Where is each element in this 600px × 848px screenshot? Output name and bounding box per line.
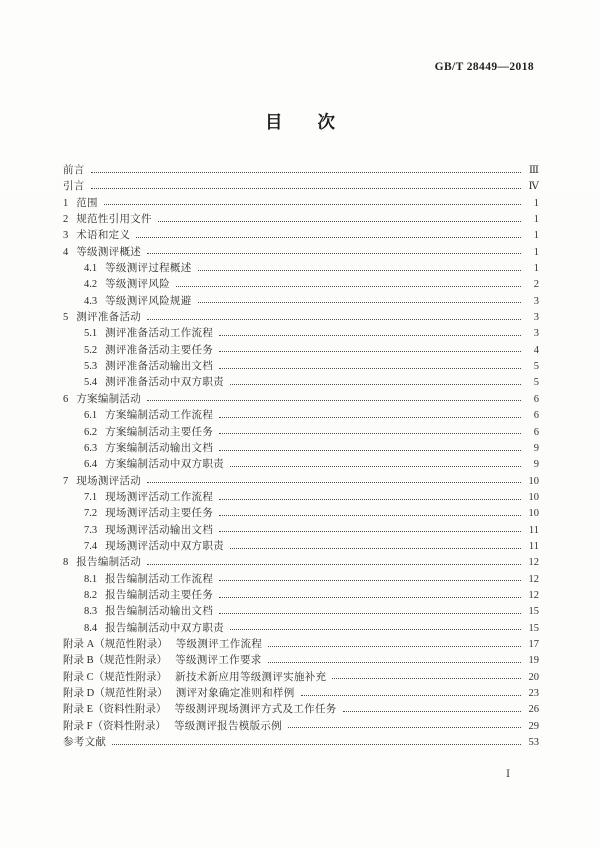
toc-entry-number: 4.3 <box>84 295 98 307</box>
toc-leader-dots <box>112 744 521 745</box>
toc-entry-title: 新技术新应用等级测评实施补充 <box>175 671 327 683</box>
toc-entry <box>63 343 539 359</box>
toc-leader-dots <box>230 548 521 549</box>
toc-entry-title: 测评准备活动主要任务 <box>105 344 214 356</box>
toc-entry-title: 方案编制活动工作流程 <box>105 410 214 422</box>
toc-entry-number: 7.1 <box>84 491 98 503</box>
toc-entry <box>63 572 539 588</box>
toc-entry <box>63 163 539 179</box>
toc-leader-dots <box>219 417 521 418</box>
toc-leader-dots <box>104 204 521 205</box>
toc-entry-page: 23 <box>528 688 539 699</box>
toc-entry-page: 3 <box>533 295 539 307</box>
toc-entry <box>63 245 539 261</box>
toc-leader-dots <box>219 335 521 336</box>
toc-entry-number: 7 <box>63 475 69 487</box>
toc-entry-number: 3 <box>63 230 69 242</box>
toc-entry-page: 29 <box>528 720 539 732</box>
toc-leader-dots <box>219 450 521 451</box>
toc-leader-dots <box>198 302 521 303</box>
toc-entry-page: 6 <box>533 426 539 438</box>
toc-entry-title: 报告编制活动工作流程 <box>105 573 214 585</box>
toc-entry <box>63 637 539 653</box>
toc-entry-number: 5.1 <box>84 328 98 340</box>
toc-entry-page: 1 <box>533 197 539 209</box>
toc-leader-dots <box>147 400 521 401</box>
toc-entry-title: 规范性引用文件 <box>76 214 152 226</box>
toc-leader-dots <box>136 237 521 238</box>
toc-entry <box>63 441 539 457</box>
toc-entry-page: 15 <box>528 606 539 618</box>
toc-leader-dots <box>198 270 521 271</box>
toc-entry <box>63 425 539 441</box>
toc-entry-title: 等级测评概述 <box>76 246 142 258</box>
toc-entry-number: 6.3 <box>84 442 98 454</box>
toc-entry-title: 现场测评活动中双方职责 <box>105 540 224 552</box>
toc-list <box>63 163 539 751</box>
toc-entry-page: Ⅳ <box>528 181 539 193</box>
toc-entry-page: 12 <box>528 589 539 601</box>
toc-leader-dots <box>219 597 521 598</box>
toc-entry <box>63 294 539 310</box>
toc-entry <box>63 555 539 571</box>
toc-entry-title: 报告编制活动中双方职责 <box>105 622 224 634</box>
toc-leader-dots <box>147 564 521 565</box>
toc-entry <box>63 702 539 718</box>
toc-entry-number: 7.4 <box>84 540 98 552</box>
page-title: 目 次 <box>265 112 335 132</box>
toc-leader-dots <box>147 482 521 483</box>
toc-entry <box>63 408 539 424</box>
toc-entry-number: 7.3 <box>84 524 98 536</box>
toc-entry-title: 等级测评现场测评方式及工作任务 <box>174 704 337 716</box>
toc-entry-number: 附录 E（资料性附录） <box>63 704 167 716</box>
toc-entry-number: 附录 F（资料性附录） <box>63 720 166 732</box>
toc-entry <box>63 686 539 702</box>
toc-entry-page: 9 <box>533 459 539 471</box>
toc-entry-number: 附录 B（规范性附录） <box>63 655 168 667</box>
toc-entry-page: 4 <box>533 344 539 356</box>
toc-leader-dots <box>301 695 521 696</box>
toc-leader-dots <box>147 253 521 254</box>
toc-entry-page: 1 <box>533 246 539 258</box>
toc-leader-dots <box>219 515 521 516</box>
toc-leader-dots <box>230 384 521 385</box>
toc-entry-title: 现场测评活动工作流程 <box>105 491 214 503</box>
toc-entry <box>63 719 539 735</box>
toc-entry <box>63 490 539 506</box>
toc-entry-title: 测评准备活动 <box>76 312 142 324</box>
toc-entry-title: 报告编制活动输出文档 <box>105 606 214 618</box>
toc-entry-title: 现场测评活动主要任务 <box>105 508 214 520</box>
toc-leader-dots <box>147 319 521 320</box>
toc-entry <box>63 212 539 228</box>
toc-entry-number: 5.2 <box>84 344 98 356</box>
toc-entry <box>63 375 539 391</box>
toc-entry-page: 5 <box>533 377 539 389</box>
toc-entry-title: 方案编制活动中双方职责 <box>105 459 224 471</box>
toc-leader-dots <box>91 172 521 173</box>
toc-entry-page: 10 <box>528 475 539 487</box>
toc-entry-number: 附录 C（规范性附录） <box>63 671 168 683</box>
toc-leader-dots <box>219 613 521 614</box>
toc-entry <box>63 359 539 375</box>
footer-page-number: Ⅰ <box>506 769 511 780</box>
toc-entry-page: 6 <box>533 393 539 405</box>
toc-entry <box>63 277 539 293</box>
toc-entry <box>63 179 539 195</box>
toc-entry <box>63 539 539 555</box>
toc-entry-number: 8.4 <box>84 622 98 634</box>
toc-leader-dots <box>219 351 521 352</box>
toc-entry-title: 测评对象确定准则和样例 <box>175 688 295 699</box>
toc-entry-number: 1 <box>63 197 69 209</box>
toc-entry-title: 测评准备活动中双方职责 <box>105 377 224 389</box>
toc-entry-page: 10 <box>528 508 539 520</box>
toc-leader-dots <box>219 499 521 500</box>
toc-entry-title: 测评准备活动工作流程 <box>105 328 214 340</box>
toc-entry-page: 6 <box>533 410 539 422</box>
toc-entry-title: 测评准备活动输出文档 <box>105 361 214 373</box>
toc-entry-page: 10 <box>528 491 539 503</box>
toc-entry-page: 12 <box>528 573 539 585</box>
toc-entry-title: 等级测评风险 <box>105 279 170 291</box>
toc-leader-dots <box>158 221 521 222</box>
toc-leader-dots <box>230 629 521 630</box>
toc-leader-dots <box>219 580 521 581</box>
toc-entry-title: 等级测评风险规避 <box>105 295 192 307</box>
toc-entry-number: 4.1 <box>84 263 98 275</box>
toc-entry-page: 20 <box>528 671 539 683</box>
toc-entry <box>63 621 539 637</box>
toc-entry-title: 方案编制活动输出文档 <box>105 442 214 454</box>
toc-entry-page: 12 <box>528 557 539 569</box>
toc-entry-title: 等级测评过程概述 <box>105 263 192 275</box>
toc-leader-dots <box>230 466 521 467</box>
toc-entry <box>63 653 539 669</box>
toc-entry-page: 19 <box>528 655 539 667</box>
toc-entry <box>63 735 539 751</box>
toc-entry-title: 报告编制活动 <box>76 557 142 569</box>
toc-entry <box>63 392 539 408</box>
toc-leader-dots <box>219 531 521 532</box>
toc-entry-title: 报告编制活动主要任务 <box>105 589 214 601</box>
toc-entry-number: 8.2 <box>84 589 98 601</box>
toc-entry-page: 2 <box>533 279 539 291</box>
toc-entry-number: 5.3 <box>84 361 98 373</box>
toc-entry <box>63 523 539 539</box>
toc-entry-number: 附录 D（规范性附录） <box>63 688 168 699</box>
toc-entry-number: 2 <box>63 214 69 226</box>
toc-entry-title: 现场测评活动 <box>76 475 142 487</box>
toc-entry-page: 15 <box>528 622 539 634</box>
toc-entry-title: 参考文献 <box>63 737 107 749</box>
toc-entry-page: 1 <box>533 230 539 242</box>
toc-entry-page: 17 <box>528 638 539 650</box>
toc-entry-title: 等级测评工作流程 <box>175 638 263 650</box>
toc-entry <box>63 670 539 686</box>
toc-leader-dots <box>91 188 521 189</box>
toc-entry-title: 等级测评报告模版示例 <box>173 720 282 732</box>
toc-entry-page: 11 <box>528 524 539 536</box>
toc-entry-number: 5 <box>63 312 69 324</box>
toc-entry <box>63 588 539 604</box>
toc-entry-page: 11 <box>528 540 539 552</box>
toc-entry-page: Ⅲ <box>528 165 539 176</box>
toc-entry-title: 前言 <box>63 165 85 176</box>
toc-entry-page: 26 <box>528 704 539 716</box>
toc-entry-number: 附录 A（规范性附录） <box>63 638 168 650</box>
toc-entry-number: 4 <box>63 246 69 258</box>
toc-entry-number: 6.4 <box>84 459 98 471</box>
toc-entry-number: 4.2 <box>84 279 98 291</box>
toc-leader-dots <box>176 286 521 287</box>
toc-leader-dots <box>219 433 521 434</box>
toc-entry-number: 8.1 <box>84 573 98 585</box>
toc-entry-number: 5.4 <box>84 377 98 389</box>
toc-entry-number: 8 <box>63 557 69 569</box>
toc-entry-title: 引言 <box>63 181 85 193</box>
toc-entry-page: 1 <box>533 214 539 226</box>
toc-entry-title: 等级测评工作要求 <box>175 655 262 667</box>
toc-entry-page: 3 <box>533 328 539 340</box>
toc-leader-dots <box>288 727 521 728</box>
toc-leader-dots <box>268 646 521 647</box>
toc-entry <box>63 196 539 212</box>
toc-entry-page: 3 <box>533 312 539 324</box>
toc-entry <box>63 261 539 277</box>
toc-entry-page: 5 <box>533 361 539 373</box>
toc-entry-title: 方案编制活动主要任务 <box>105 426 214 438</box>
toc-entry-page: 9 <box>533 442 539 454</box>
toc-entry-number: 6.2 <box>84 426 98 438</box>
toc-entry <box>63 310 539 326</box>
toc-entry-title: 方案编制活动 <box>76 393 142 405</box>
toc-entry-title: 范围 <box>76 197 98 209</box>
toc-entry-number: 6 <box>63 393 69 405</box>
toc-entry <box>63 228 539 244</box>
toc-entry-page: 1 <box>533 263 539 275</box>
toc-entry <box>63 604 539 620</box>
toc-leader-dots <box>332 678 521 679</box>
toc-entry-page: 53 <box>528 737 539 749</box>
toc-entry <box>63 506 539 522</box>
toc-entry-title: 现场测评活动输出文档 <box>105 524 214 536</box>
toc-leader-dots <box>343 711 521 712</box>
toc-entry-number: 8.3 <box>84 606 98 618</box>
toc-entry-number: 7.2 <box>84 508 98 520</box>
toc-entry-number: 6.1 <box>84 410 98 422</box>
toc-entry <box>63 326 539 342</box>
toc-leader-dots <box>219 368 521 369</box>
standard-code: GB/T 28449—2018 <box>434 61 534 73</box>
toc-entry <box>63 474 539 490</box>
toc-entry <box>63 457 539 473</box>
toc-leader-dots <box>268 662 521 663</box>
toc-entry-title: 术语和定义 <box>76 230 131 242</box>
